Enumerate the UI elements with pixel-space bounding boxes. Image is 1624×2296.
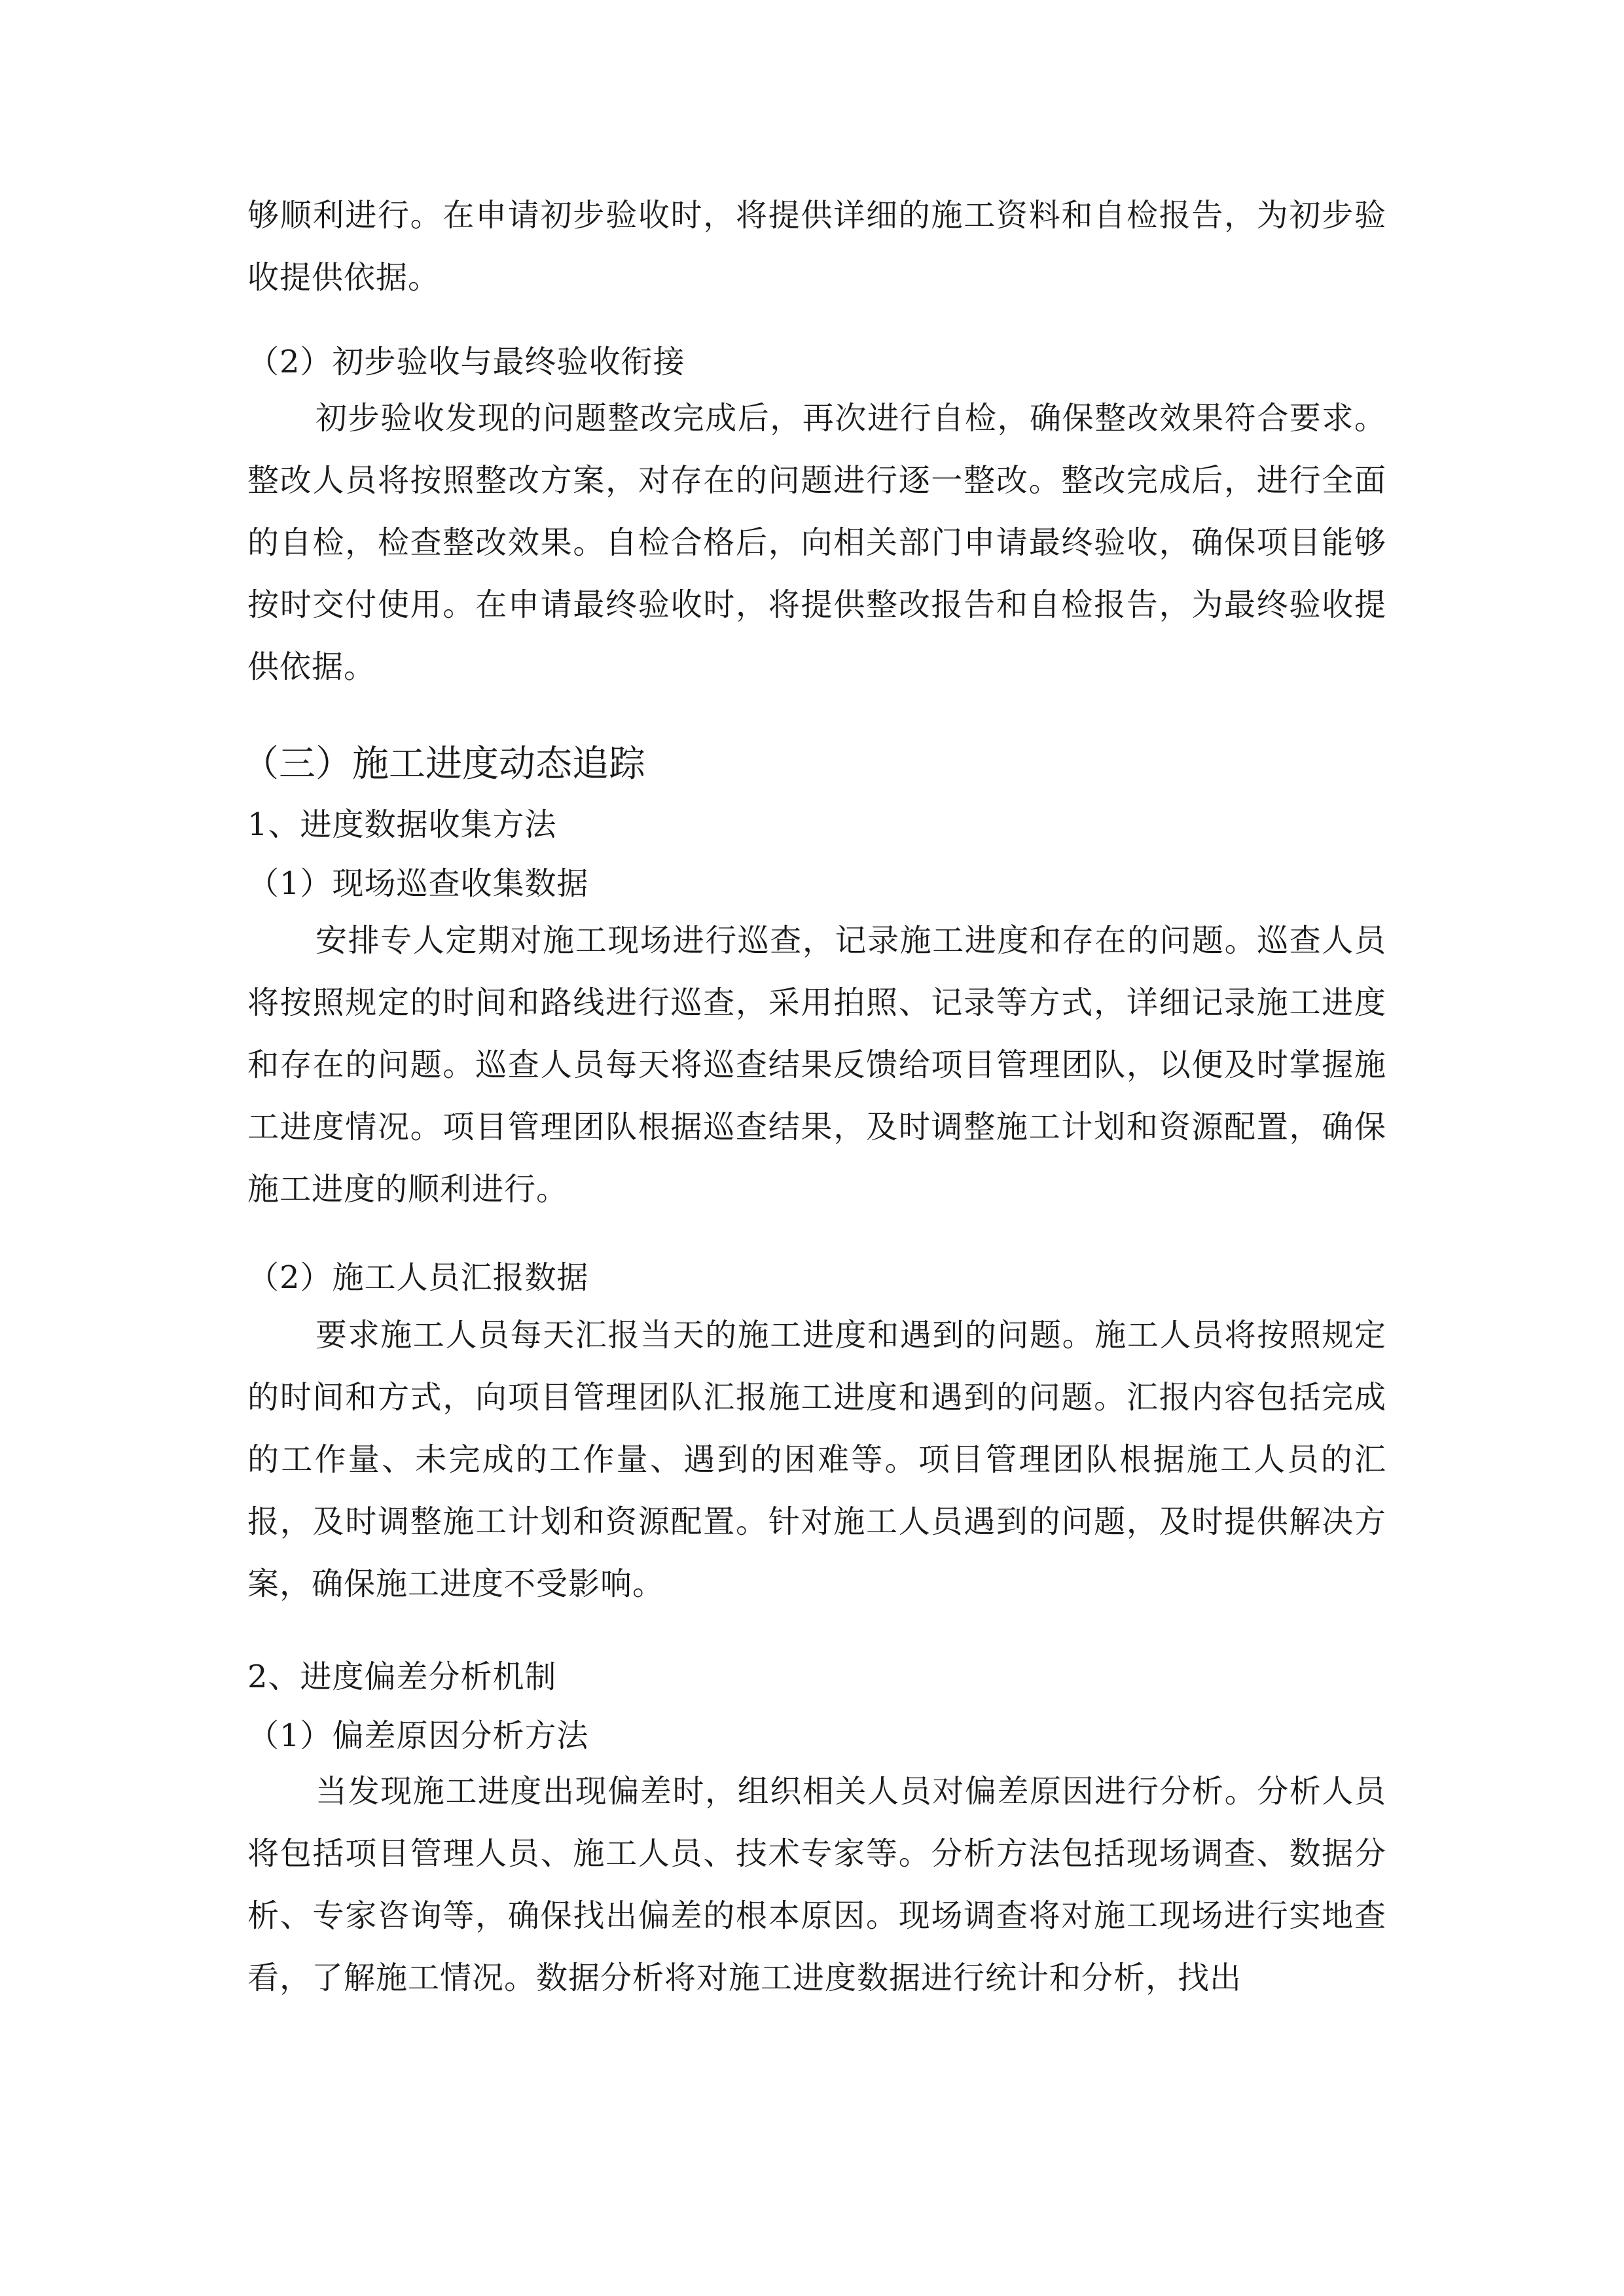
subheading-site-inspection: （1）现场巡查收集数据 (247, 865, 589, 902)
paragraph-final-acceptance: 初步验收发现的问题整改完成后，再次进行自检，确保整改效果符合要求。整改人员将按照整改方案，对存在的问题进行逐一整改。整改完成后，进行全面的自检，检查整改效果。自检合格后，向相关部门申请最终验收，确保项目能够按时交付使用。在申请最终验收时，将提供整改报告和自检报告，为最终验收提供依据。 (247, 400, 1386, 685)
heading-data-collection-methods: 1、进度数据收集方法 (247, 806, 557, 843)
paragraph-site-inspection: 安排专人定期对施工现场进行巡查，记录施工进度和存在的问题。巡查人员将按照规定的时间和路线进行巡查，采用拍照、记录等方式，详细记录施工进度和存在的问题。巡查人员每天将巡查结果反馈给项目管理团队，以便及时掌握施工进度情况。项目管理团队根据巡查结果，及时调整施工计划和资源配置，确保施工进度的顺利进行。 (247, 922, 1386, 1208)
paragraph-deviation-causes: 当发现施工进度出现偏差时，组织相关人员对偏差原因进行分析。分析人员将包括项目管理人员、施工人员、技术专家等。分析方法包括现场调查、数据分析、专家咨询等，确保找出偏差的根本原因。现场调查将对施工现场进行实地查看，了解施工情况。数据分析将对施工进度数据进行统计和分析，找出 (247, 1773, 1386, 1996)
heading-deviation-analysis: 2、进度偏差分析机制 (247, 1659, 557, 1695)
subheading-worker-reports: （2）施工人员汇报数据 (247, 1259, 589, 1296)
subheading-deviation-causes: （1）偏差原因分析方法 (247, 1717, 589, 1754)
section-heading-progress-tracking: （三）施工进度动态追踪 (242, 743, 645, 785)
paragraph-worker-reports: 要求施工人员每天汇报当天的施工进度和遇到的问题。施工人员将按照规定的时间和方式，向项目管理团队汇报施工进度和遇到的问题。汇报内容包括完成的工作量、未完成的工作量、遇到的困难等。项目管理团队根据施工人员的汇报，及时调整施工计划和资源配置。针对施工人员遇到的问题，及时提供解决方案，确保施工进度不受影响。 (247, 1317, 1386, 1602)
paragraph-acceptance-continuation: 够顺利进行。在申请初步验收时，将提供详细的施工资料和自检报告，为初步验收提供依据。 (247, 197, 1386, 296)
subheading-acceptance-handover: （2）初步验收与最终验收衔接 (247, 344, 685, 380)
